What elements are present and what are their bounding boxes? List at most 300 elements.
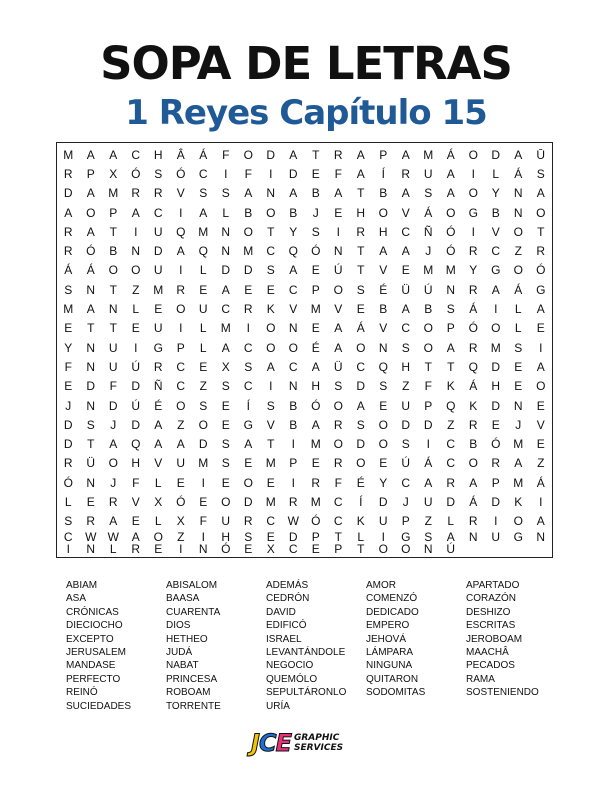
- grid-letter: I: [179, 321, 183, 336]
- grid-letter: O: [468, 456, 478, 471]
- grid-letter: Z: [514, 244, 522, 259]
- word-item: JUDÁ: [166, 647, 193, 659]
- grid-letter: M: [198, 224, 209, 239]
- grid-letter: E: [154, 541, 163, 556]
- grid-letter: U: [423, 166, 433, 181]
- grid-letter: T: [109, 321, 117, 336]
- grid-letter: O: [153, 529, 163, 544]
- grid-letter: O: [266, 340, 276, 355]
- word-item: BAASA: [166, 593, 200, 605]
- word-item: EMPERO: [366, 620, 410, 632]
- grid-letter: A: [289, 263, 298, 278]
- grid-letter: P: [334, 541, 343, 556]
- grid-letter: K: [446, 379, 455, 394]
- grid-letter: M: [513, 437, 524, 452]
- grid-letter: A: [86, 302, 95, 317]
- grid-letter: D: [131, 417, 141, 432]
- grid-letter: E: [536, 437, 545, 452]
- grid-letter: S: [221, 437, 230, 452]
- grid-letter: A: [221, 282, 230, 297]
- grid-letter: D: [243, 263, 253, 278]
- grid-letter: I: [201, 475, 205, 490]
- grid-letter: C: [176, 379, 186, 394]
- grid-letter: E: [131, 321, 140, 336]
- grid-letter: T: [537, 224, 545, 239]
- grid-letter: H: [356, 205, 366, 220]
- grid-letter: E: [266, 475, 275, 490]
- grid-letter: Á: [424, 456, 433, 471]
- grid-letter: M: [423, 147, 434, 162]
- grid-letter: E: [221, 417, 230, 432]
- grid-letter: Ú: [131, 398, 141, 413]
- grid-letter: M: [243, 244, 254, 259]
- word-item: ROBOAM: [166, 687, 211, 699]
- grid-letter: A: [401, 302, 410, 317]
- grid-letter: Y: [289, 224, 298, 239]
- grid-letter: T: [357, 541, 365, 556]
- grid-letter: E: [64, 321, 73, 336]
- grid-letter: Ó: [311, 398, 321, 413]
- grid-letter: R: [491, 456, 501, 471]
- grid-letter: P: [109, 205, 118, 220]
- grid-letter: A: [64, 205, 73, 220]
- grid-letter: A: [401, 244, 410, 259]
- word-item: CUARENTA: [166, 606, 221, 618]
- grid-letter: O: [176, 302, 186, 317]
- word-item: EXCEPTO: [66, 633, 114, 645]
- grid-letter: H: [131, 456, 141, 471]
- grid-letter: R: [401, 166, 411, 181]
- grid-letter: N: [288, 321, 298, 336]
- grid-letter: Ó: [131, 166, 141, 181]
- grid-letter: Y: [64, 340, 73, 355]
- grid-letter: A: [446, 166, 455, 181]
- grid-letter: A: [424, 475, 433, 490]
- grid-letter: E: [311, 541, 320, 556]
- word-item: ISRAEL: [266, 633, 302, 645]
- grid-letter: S: [334, 379, 343, 394]
- grid-letter: C: [221, 302, 231, 317]
- grid-letter: D: [266, 147, 276, 162]
- grid-letter: T: [424, 359, 432, 374]
- grid-letter: É: [154, 398, 163, 413]
- grid-letter: U: [378, 514, 388, 529]
- grid-letter: A: [131, 205, 140, 220]
- grid-letter: Z: [132, 282, 140, 297]
- grid-letter: P: [491, 475, 500, 490]
- grid-letter: I: [539, 495, 543, 510]
- word-column: [166, 579, 266, 713]
- grid-letter: O: [108, 263, 118, 278]
- grid-letter: E: [379, 456, 388, 471]
- grid-letter: O: [378, 437, 388, 452]
- grid-letter: S: [356, 282, 365, 297]
- grid-letter: H: [153, 147, 163, 162]
- grid-letter: T: [334, 529, 342, 544]
- grid-letter: N: [513, 205, 523, 220]
- grid-letter: R: [243, 514, 253, 529]
- grid-letter: I: [494, 302, 498, 317]
- grid-letter: O: [356, 456, 366, 471]
- grid-letter: Ó: [176, 166, 186, 181]
- grid-letter: Ü: [333, 359, 343, 374]
- word-item: CRÓNICAS: [66, 606, 119, 618]
- grid-letter: D: [153, 244, 163, 259]
- grid-letter: Á: [446, 147, 455, 162]
- grid-letter: J: [65, 398, 72, 413]
- grid-letter: D: [63, 437, 73, 452]
- grid-letter: E: [311, 456, 320, 471]
- grid-letter: Y: [491, 186, 500, 201]
- word-item: URÍA: [266, 700, 290, 712]
- grid-letter: B: [424, 302, 433, 317]
- grid-letter: Ú: [423, 282, 433, 297]
- grid-letter: A: [289, 186, 298, 201]
- grid-letter: O: [378, 417, 388, 432]
- grid-letter: L: [132, 302, 140, 317]
- grid-letter: B: [311, 186, 320, 201]
- grid-letter: Ó: [491, 437, 501, 452]
- grid-letter: E: [244, 282, 253, 297]
- word-item: JEROBOAM: [466, 633, 523, 645]
- grid-letter: Í: [381, 166, 385, 181]
- grid-letter: S: [379, 379, 388, 394]
- word-item: DIOS: [166, 620, 191, 632]
- word-item: SODOMITAS: [366, 687, 426, 699]
- grid-letter: N: [86, 475, 96, 490]
- grid-letter: Á: [424, 205, 433, 220]
- grid-letter: F: [424, 379, 432, 394]
- grid-letter: T: [267, 437, 275, 452]
- grid-letter: O: [491, 321, 501, 336]
- grid-letter: O: [198, 417, 208, 432]
- word-item: PECADOS: [466, 660, 515, 672]
- grid-letter: Q: [176, 224, 186, 239]
- word-column: [66, 579, 166, 713]
- word-item: DIECIOCHO: [66, 620, 123, 632]
- grid-letter: A: [536, 302, 545, 317]
- grid-letter: V: [176, 186, 185, 201]
- grid-letter: M: [513, 475, 524, 490]
- word-item: RAMA: [466, 673, 495, 685]
- publisher-logo: [251, 728, 363, 758]
- grid-letter: D: [108, 398, 118, 413]
- grid-letter: L: [154, 514, 162, 529]
- grid-letter: O: [333, 398, 343, 413]
- grid-letter: P: [424, 398, 433, 413]
- grid-letter: O: [513, 224, 523, 239]
- grid-letter: C: [288, 359, 298, 374]
- grid-letter: C: [243, 379, 253, 394]
- grid-letter: A: [536, 359, 545, 374]
- grid-letter: K: [469, 398, 478, 413]
- grid-letter: E: [199, 495, 208, 510]
- grid-letter: D: [288, 529, 298, 544]
- grid-letter: Y: [379, 475, 388, 490]
- grid-letter: M: [63, 302, 74, 317]
- word-item: DESHIZO: [466, 606, 511, 618]
- grid-letter: S: [64, 282, 73, 297]
- grid-letter: X: [154, 495, 163, 510]
- grid-letter: E: [64, 379, 73, 394]
- grid-letter: U: [153, 224, 163, 239]
- grid-letter: H: [311, 379, 321, 394]
- grid-letter: E: [334, 205, 343, 220]
- grid-letter: R: [333, 456, 343, 471]
- grid-letter: A: [176, 437, 185, 452]
- grid-letter: Á: [64, 263, 73, 278]
- grid-letter: A: [446, 186, 455, 201]
- grid-letter: R: [288, 495, 298, 510]
- grid-letter: D: [86, 379, 96, 394]
- grid-letter: Ñ: [153, 379, 163, 394]
- grid-letter: B: [491, 205, 500, 220]
- word-item: DAVID: [266, 606, 296, 618]
- grid-letter: E: [491, 417, 500, 432]
- grid-letter: E: [311, 263, 320, 278]
- grid-letter: C: [446, 437, 456, 452]
- grid-letter: L: [199, 263, 207, 278]
- grid-letter: U: [401, 398, 411, 413]
- grid-letter: O: [356, 340, 366, 355]
- grid-letter: C: [356, 359, 366, 374]
- grid-letter: O: [378, 541, 388, 556]
- grid-letter: D: [63, 417, 73, 432]
- grid-letter: E: [514, 359, 523, 374]
- grid-letter: Ó: [446, 224, 456, 239]
- grid-letter: L: [64, 495, 72, 510]
- grid-letter: S: [266, 398, 275, 413]
- grid-letter: E: [199, 282, 208, 297]
- grid-letter: C: [401, 475, 411, 490]
- grid-letter: I: [134, 340, 138, 355]
- grid-letter: U: [108, 359, 118, 374]
- grid-letter: A: [266, 359, 275, 374]
- grid-letter: E: [244, 541, 253, 556]
- grid-letter: N: [221, 224, 231, 239]
- grid-letter: R: [333, 147, 343, 162]
- grid-letter: Ó: [536, 263, 546, 278]
- word-column: [266, 579, 366, 713]
- grid-letter: Á: [86, 263, 95, 278]
- grid-letter: C: [288, 282, 298, 297]
- word-item: CEDRÓN: [266, 593, 310, 605]
- grid-letter: F: [199, 514, 207, 529]
- grid-letter: A: [379, 244, 388, 259]
- grid-letter: D: [243, 495, 253, 510]
- word-item: COMENZÓ: [366, 593, 418, 605]
- grid-letter: A: [334, 186, 343, 201]
- word-item: NEGOCIO: [266, 660, 314, 672]
- grid-letter: C: [131, 147, 141, 162]
- grid-letter: Z: [177, 417, 185, 432]
- grid-letter: W: [107, 529, 119, 544]
- grid-letter: M: [108, 186, 119, 201]
- grid-letter: Y: [469, 263, 478, 278]
- grid-letter: A: [356, 166, 365, 181]
- grid-letter: B: [244, 205, 253, 220]
- grid-letter: W: [85, 529, 97, 544]
- logo-line-1: GRAPHIC: [293, 733, 340, 743]
- grid-letter: U: [153, 321, 163, 336]
- grid-letter: S: [536, 166, 545, 181]
- grid-letter: H: [221, 529, 231, 544]
- grid-letter: Ñ: [423, 224, 433, 239]
- grid-letter: V: [401, 205, 410, 220]
- grid-letter: R: [468, 340, 478, 355]
- grid-letter: R: [86, 514, 96, 529]
- grid-letter: D: [423, 417, 433, 432]
- grid-letter: T: [357, 186, 365, 201]
- grid-letter: Z: [199, 379, 207, 394]
- grid-letter: E: [86, 495, 95, 510]
- grid-letter: V: [266, 417, 275, 432]
- grid-letter: I: [269, 166, 273, 181]
- grid-letter: V: [379, 321, 388, 336]
- grid-letter: S: [154, 166, 163, 181]
- grid-letter: O: [536, 205, 546, 220]
- grid-letter: E: [536, 321, 545, 336]
- grid-letter: A: [446, 529, 455, 544]
- grid-letter: E: [244, 456, 253, 471]
- grid-letter: D: [401, 417, 411, 432]
- word-item: MAACHÂ: [466, 647, 509, 659]
- grid-letter: J: [425, 244, 432, 259]
- letter-grid: [56, 142, 553, 558]
- grid-letter: Ó: [63, 475, 73, 490]
- grid-letter: E: [266, 529, 275, 544]
- grid-letter: Q: [468, 359, 478, 374]
- grid-letter: R: [468, 514, 478, 529]
- word-item: SUCIEDADES: [66, 700, 132, 712]
- grid-letter: A: [334, 340, 343, 355]
- grid-letter: G: [468, 205, 478, 220]
- grid-letter: L: [514, 302, 522, 317]
- grid-letter: C: [446, 456, 456, 471]
- word-item: QUITARON: [366, 673, 419, 685]
- grid-letter: V: [536, 417, 545, 432]
- grid-letter: O: [176, 398, 186, 413]
- grid-letter: N: [513, 398, 523, 413]
- grid-letter: A: [311, 359, 320, 374]
- grid-letter: M: [265, 456, 276, 471]
- grid-letter: J: [402, 495, 409, 510]
- grid-letter: E: [221, 475, 230, 490]
- grid-letter: V: [289, 302, 298, 317]
- grid-letter: P: [176, 340, 185, 355]
- grid-letter: M: [265, 495, 276, 510]
- grid-letter: N: [108, 302, 118, 317]
- word-item: LÁMPARA: [366, 647, 414, 659]
- grid-letter: O: [513, 514, 523, 529]
- grid-letter: R: [153, 359, 163, 374]
- grid-letter: R: [243, 302, 253, 317]
- grid-letter: A: [514, 456, 523, 471]
- grid-letter: D: [491, 147, 501, 162]
- word-item: LEVANTÁNDOLE: [266, 647, 346, 659]
- grid-letter: U: [176, 456, 186, 471]
- word-item: QUEMÓLO: [266, 673, 318, 685]
- grid-letter: S: [401, 437, 410, 452]
- word-item: SOSTENIENDO: [466, 687, 539, 699]
- grid-letter: O: [131, 263, 141, 278]
- grid-letter: R: [153, 186, 163, 201]
- grid-letter: C: [266, 514, 276, 529]
- logo-text: [294, 733, 343, 753]
- grid-letter: O: [243, 224, 253, 239]
- word-item: HETHEO: [166, 633, 208, 645]
- word-item: NINGUNA: [366, 660, 413, 672]
- logo-line-2: SERVICES: [293, 743, 344, 753]
- grid-letter: A: [311, 417, 320, 432]
- grid-letter: É: [356, 475, 365, 490]
- grid-letter: P: [289, 456, 298, 471]
- grid-letter: J: [110, 417, 117, 432]
- grid-letter: P: [86, 166, 95, 181]
- grid-letter: J: [312, 205, 319, 220]
- grid-letter: G: [536, 282, 546, 297]
- grid-letter: O: [86, 205, 96, 220]
- grid-letter: S: [221, 456, 230, 471]
- grid-letter: N: [513, 186, 523, 201]
- word-item: TORRENTE: [166, 700, 221, 712]
- grid-letter: A: [199, 205, 208, 220]
- grid-letter: J: [515, 417, 522, 432]
- grid-letter: N: [86, 359, 96, 374]
- grid-letter: C: [266, 244, 276, 259]
- grid-letter: O: [468, 147, 478, 162]
- grid-letter: R: [63, 244, 73, 259]
- grid-letter: S: [311, 224, 320, 239]
- grid-letter: A: [536, 514, 545, 529]
- grid-letter: M: [423, 263, 434, 278]
- logo-mark: JCE: [251, 729, 291, 757]
- grid-letter: O: [446, 205, 456, 220]
- word-item: REINÓ: [66, 687, 98, 699]
- grid-letter: I: [539, 340, 543, 355]
- grid-letter: Á: [469, 379, 478, 394]
- grid-letter: R: [131, 186, 141, 201]
- grid-letter: A: [109, 514, 118, 529]
- grid-letter: Ó: [446, 244, 456, 259]
- grid-letter: D: [378, 495, 388, 510]
- grid-letter: U: [198, 302, 208, 317]
- grid-letter: E: [311, 166, 320, 181]
- grid-letter: X: [221, 359, 230, 374]
- grid-letter: I: [179, 263, 183, 278]
- grid-letter: A: [154, 417, 163, 432]
- grid-letter: A: [86, 186, 95, 201]
- grid-letter: Á: [199, 147, 208, 162]
- grid-letter: G: [491, 263, 501, 278]
- grid-letter: D: [131, 379, 141, 394]
- grid-letter: O: [333, 282, 343, 297]
- grid-letter: O: [243, 147, 253, 162]
- grid-letter: É: [311, 340, 320, 355]
- grid-letter: E: [356, 302, 365, 317]
- grid-letter: U: [423, 495, 433, 510]
- grid-letter: S: [221, 379, 230, 394]
- grid-letter: E: [154, 302, 163, 317]
- grid-letter: I: [471, 224, 475, 239]
- grid-letter: A: [446, 340, 455, 355]
- grid-letter: I: [471, 166, 475, 181]
- grid-letter: D: [221, 263, 231, 278]
- grid-letter: Ū: [536, 147, 546, 162]
- grid-letter: E: [221, 398, 230, 413]
- grid-letter: L: [154, 475, 162, 490]
- word-item: SEPULTÁRONLO: [266, 687, 347, 699]
